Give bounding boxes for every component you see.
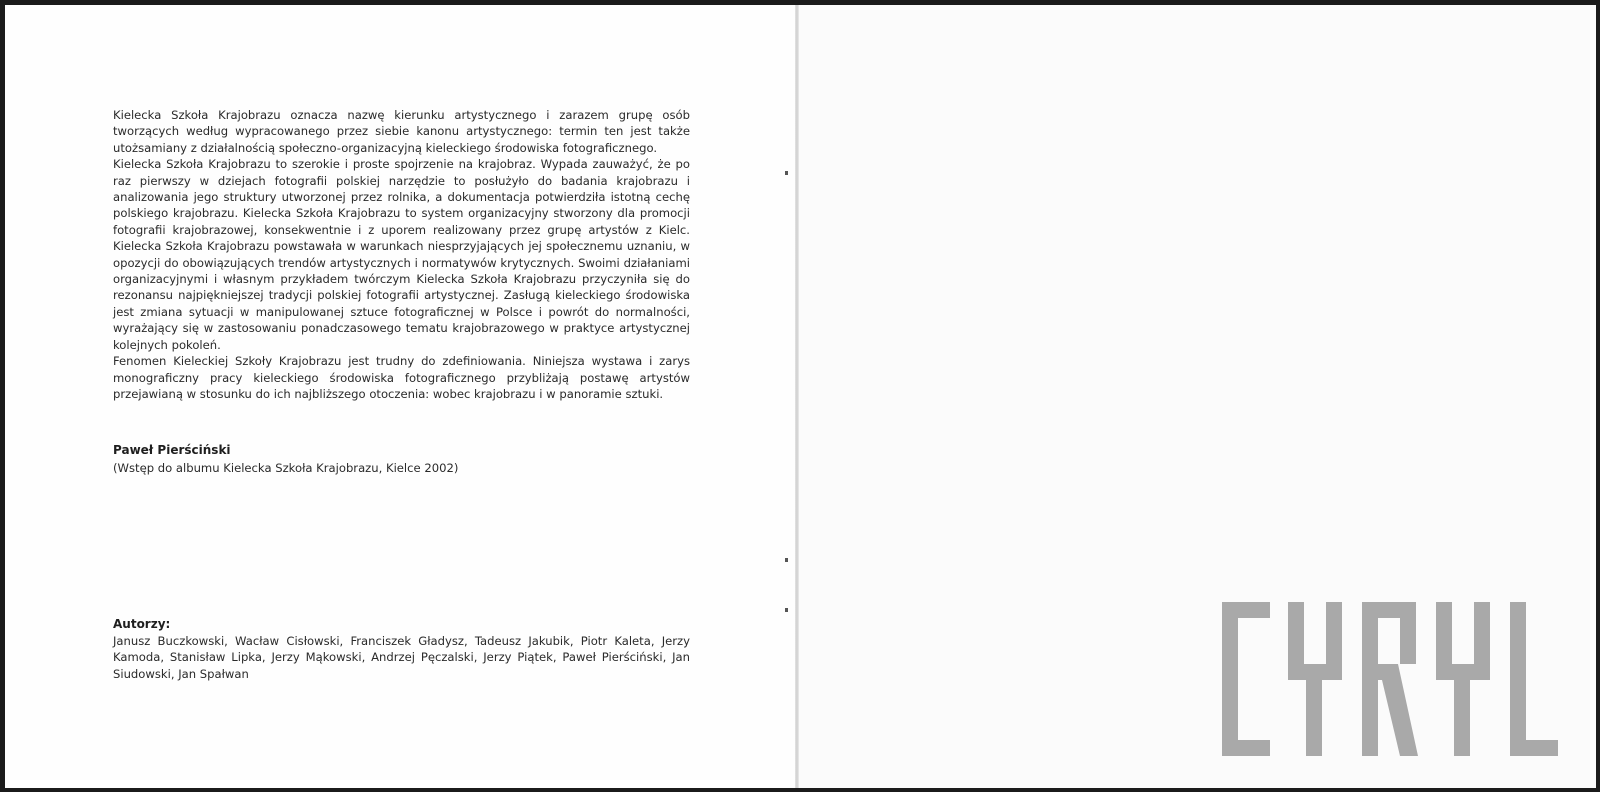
paragraph-2: Kielecka Szkoła Krajobrazu to szerokie i proste spojrzenie na krajobraz. Wypada zauważyć, że po raz pierwszy w dziejach fotografii polskiej narzędzie to posłużyło do badania krajobrazu i analizowania jego struktury utworzonej przez rolnika, a dokumentacja potwierdziła istotną cechę polskiego krajobrazu. Kielecka Szkoła Krajobrazu to system organizacyjny stworzony dla promocji fotografii krajobrazowej, konsekwentnie i z uporem realizowany przez grupę artystów z Kielc. Kielecka Szkoła Krajobrazu powstawała w warunkach niesprzyjających jej społecznemu uznaniu, w opozycji do obowiązujących trendów artystycznych i normatywów krytycznych. Swoimi działaniami organizacyjnymi i własnym przykładem twórczym Kielecka Szkoła Krajobrazu przyczyniła się do rezonansu najpiękniejszej tradycji polskiej fotografii artystycznej. Zasługą kieleckiego środowiska jest zmiana sytuacji w manipulowanej sztuce fotograficznej w Polsce i powrót do normalności, wyrażający się w zastosowaniu ponadczasowego tematu krajobrazowego w praktyce artystycznej kolejnych pokoleń. [113,157,690,352]
author-name: Paweł Pierściński [113,443,231,457]
intro-text [113,107,690,402]
authors-heading: Autorzy: [113,617,171,631]
paragraph-3: Fenomen Kieleckiej Szkoły Krajobrazu jest trudny do zdefiniowania. Niniejsza wystawa i zarys monograficzny pracy kieleckiego środowiska fotograficznego przybliżają postawę artystów przejawianą w stosunku do ich najbliższego otoczenia: wobec krajobrazu i w panoramie sztuki. [113,354,690,401]
left-page [5,5,795,788]
binding-mark [785,171,788,175]
authors-list: Janusz Buczkowski, Wacław Cisłowski, Franciszek Gładysz, Tadeusz Jakubik, Piotr Kaleta, Jerzy Kamoda, Stanisław Lipka, Jerzy Mąkowski, Andrzej Pęczalski, Jerzy Piątek, Paweł Pierściński, Jan Siudowski, Jan Spałwan [113,634,690,681]
binding-mark [785,558,788,562]
cyryl-watermark-logo [1222,602,1558,756]
source-note: (Wstęp do albumu Kielecka Szkoła Krajobrazu, Kielce 2002) [113,461,459,475]
binding-mark [785,608,788,612]
paragraph-1: Kielecka Szkoła Krajobrazu oznacza nazwę kierunku artystycznego i zarazem grupę osób tworzących według wypracowanego przez siebie kanonu artystycznego: termin ten jest także utożsamiany z działalnością społeczno-organizacyjną kieleckiego środowiska fotograficznego. [113,108,690,155]
